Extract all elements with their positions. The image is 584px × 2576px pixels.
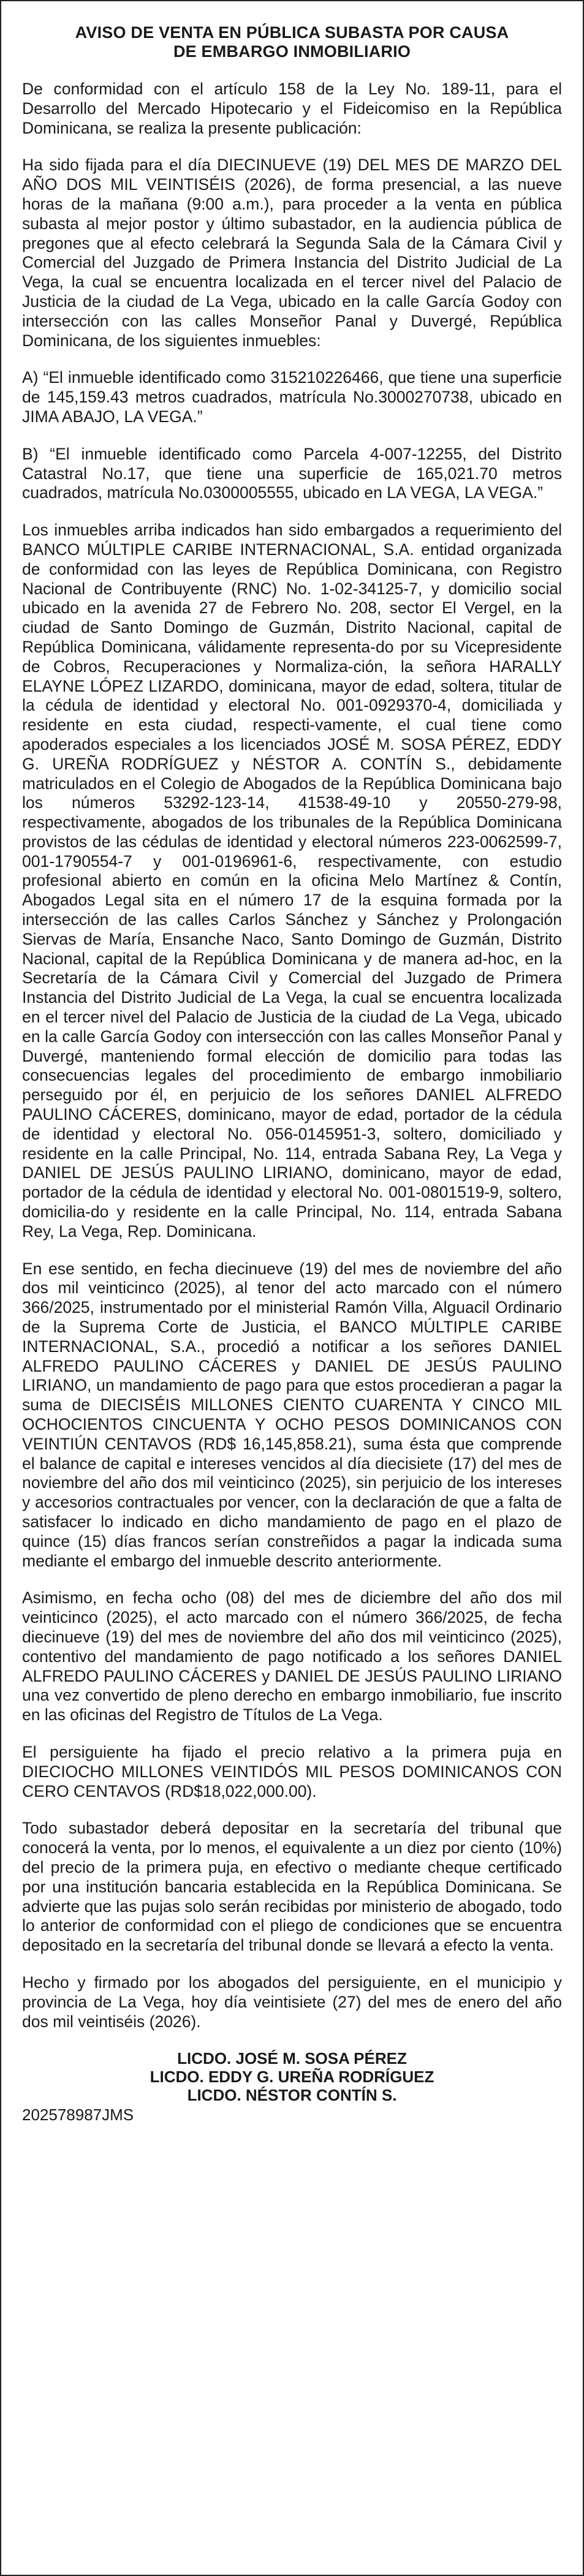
seizure-parties-paragraph: Los inmuebles arriba indicados han sido embargados a requerimiento del BANCO MÚLTIPLE CARIBE INTERNACIONAL, S.A. entidad organizada de conformidad con las leyes de República Dominicana, con Registro Nacional de Contribuyente (RNC) No. 1-02-34125-7, y domicilio social ubicado en la avenida 27 de Febrero No. 208, sector El Vergel, en la ciudad de Santo Domingo de Guzmán, Distrito Nacional, capital de República Dominicana, válidamente representa-do por su Vicepresidente de Cobros, Recuperaciones y Normaliza-ción, la señora HARALLY ELAYNE LÓPEZ LIZARDO, dominicana, mayor de edad, soltera, titular de la cédula de identidad y electoral No. 001-0929370-4, domiciliada y residente en esta ciudad, respecti-vamente, el cual tiene como apoderados especiales a los licenciados JOSÉ M. SOSA PÉREZ, EDDY G. UREÑA RODRÍGUEZ y NÉSTOR A. CONTÍN S., debidamente matriculados en el Colegio de Abogados de la República Dominicana bajo los números 53292-123-14, 41538-49-10 y 20550-279-98, respectivamente, abogados de los tribunales de la República Dominicana provistos de las cédulas de identidad y electoral números 223-0062599-7, 001-1790554-7 y 001-0196961-6, respectivamente, con estudio profesional abierto en común en la oficina Melo Martínez & Contín, Abogados Legal sita en el número 17 de la esquina formada por la intersección de las calles Carlos Sánchez y Sánchez y Prolongación Siervas de María, Ensanche Naco, Santo Domingo de Guzmán, Distrito Nacional, capital de la República Dominicana y de manera ad-hoc, en la Secretaría de la Cámara Civil y Comercial del Juzgado de Primera Instancia del Distrito Judicial de La Vega, la cual se encuentra localizada en el tercer nivel del Palacio de Justicia de la ciudad de La Vega, ubicado en la calle García Godoy con intersección con las calles Monseñor Panal y Duvergé, manteniendo formal elección de domicilio para todas las consecuencias legales del procedimiento de embargo inmobiliario perseguido por él, en perjuicio de los señores DANIEL ALFREDO PAULINO CÁCERES, dominicano, mayor de edad, portador de la cédula de identidad y electoral No. 056-0145951-3, soltero, domiciliado y residente en la calle Principal, No. 114, entrada Sabana Rey, La Vega y DANIEL DE JESÚS PAULINO LIRIANO, dominicano, mayor de edad, portador de la cédula de identidad y electoral No. 001-0801519-9, soltero, domicilia-do y residente en la calle Principal, No. 114, entrada Sabana Rey, La Vega, Rep. Dominicana. (22, 521, 562, 1241)
property-a-paragraph: A) “El inmueble identificado como 315210226466, que tiene una superficie de 145,159.43 metros cuadrados, matrícula No.3000270738, ubicado en JIMA ABAJO, LA VEGA.” (22, 368, 562, 426)
signature-line-3: LICDO. NÉSTOR CONTÍN S. (187, 2086, 397, 2105)
auction-date-paragraph: Ha sido fijada para el día DIECINUEVE (19) DEL MES DE MARZO DEL AÑO DOS MIL VEINTISÉIS (2026), de forma presencial, a las nueve horas de la mañana (9:00 a.m.), para proceder a la venta en pública subasta al mejor postor y último subastador, en la audiencia pública de pregones que al efecto celebrará la Segunda Sala de la Cámara Civil y Comercial del Juzgado de Primera Instancia del Distrito Judicial de La Vega, la cual se encuentra localizada en el tercer nivel del Palacio de Justicia de la ciudad de La Vega, ubicado en la calle García Godoy con intersección con las calles Monseñor Panal y Duvergé, República Dominicana, de los siguientes inmuebles: (22, 156, 562, 350)
registration-paragraph: Asimismo, en fecha ocho (08) del mes de diciembre del año dos mil veinticinco (2025), el acto marcado con el número 366/2025, de fecha diecinueve (19) del mes de noviembre del año dos mil veinticinco (2025), contentivo del mandamiento de pago notificado a los señores DANIEL ALFREDO PAULINO CÁCERES y DANIEL DE JESÚS PAULINO LIRIANO una vez convertido de pleno derecho en embargo inmobiliario, fue inscrito en las oficinas del Registro de Títulos de La Vega. (22, 1588, 562, 1724)
notice-title-line-2: DE EMBARGO INMOBILIARIO (173, 42, 411, 61)
first-bid-price-paragraph: El persiguiente ha fijado el precio relativo a la primera puja en DIECIOCHO MILLONES VEINTIDÓS MIL PESOS DOMINICANOS CON CERO CENTAVOS (RD$18,022,000.00). (22, 1742, 562, 1800)
signature-line-2: LICDO. EDDY G. UREÑA RODRÍGUEZ (150, 2068, 434, 2087)
signing-statement-paragraph: Hecho y firmado por los abogados del persiguiente, en el municipio y provincia de La Vega, hoy día veintisiete (27) del mes de enero del año dos mil veintiséis (2026). (22, 1973, 562, 2031)
intro-paragraph: De conformidad con el artículo 158 de la Ley No. 189-11, para el Desarrollo del Mercado Hipotecario y el Fideicomiso en la República Dominicana, se realiza la presente publicación: (22, 80, 562, 137)
notice-title-line-1: AVISO DE VENTA EN PÚBLICA SUBASTA POR CAUSA (75, 23, 509, 42)
attorney-signatures (22, 2049, 562, 2104)
property-b-paragraph: B) “El inmueble identificado como Parcela 4-007-12255, del Distrito Catastral No.17, que tiene una superficie de 165,021.70 metros cuadrados, matrícula No.0300005555, ubicado en LA VEGA, LA VEGA.” (22, 444, 562, 502)
signature-line-1: LICDO. JOSÉ M. SOSA PÉREZ (177, 2049, 407, 2068)
payment-order-paragraph: En ese sentido, en fecha diecinueve (19) del mes de noviembre del año dos mil veinticinco (2025), al tenor del acto marcado con el número 366/2025, instrumentado por el ministerial Ramón Villa, Alguacil Ordinario de la Suprema Corte de Justicia, el BANCO MÚLTIPLE CARIBE INTERNACIONAL, S.A., procedió a notificar a los señores DANIEL ALFREDO PAULINO CÁCERES y DANIEL DE JESÚS PAULINO LIRIANO, un mandamiento de pago para que estos procedieran a pagar la suma de DIECISÉIS MILLONES CIENTO CUARENTA Y CINCO MIL OCHOCIENTOS CINCUENTA Y OCHO PESOS DOMINICANOS CON VEINTIÚN CENTAVOS (RD$ 16,145,858.21), suma ésta que comprende el balance de capital e intereses vencidos al día diecisiete (17) del mes de noviembre del año dos mil veinticinco (2025), sin perjuicio de los intereses y accesorios contractuales por vencer, con la declaración de que a falta de satisfacer lo indicado en dicho mandamiento de pago en el plazo de quince (15) días francos serían constreñidos a pagar la indicada suma mediante el embargo del inmueble descrito anteriormente. (22, 1259, 562, 1570)
deposit-requirements-paragraph: Todo subastador deberá depositar en la secretaría del tribunal que conocerá la venta, por lo menos, el equivalente a un diez por ciento (10%) del precio de la primera puja, en efectivo o mediante cheque certificado por una institución bancaria establecida en la República Dominicana. Se advierte que las pujas solo serán recibidas por ministerio de abogado, todo lo anterior de conformidad con el pliego de condiciones que se encuentra depositado en la secretaría del tribunal donde se llevará a efecto la venta. (22, 1819, 562, 1955)
notice-title (22, 23, 562, 61)
publication-code: 202578987JMS (22, 2106, 134, 2125)
